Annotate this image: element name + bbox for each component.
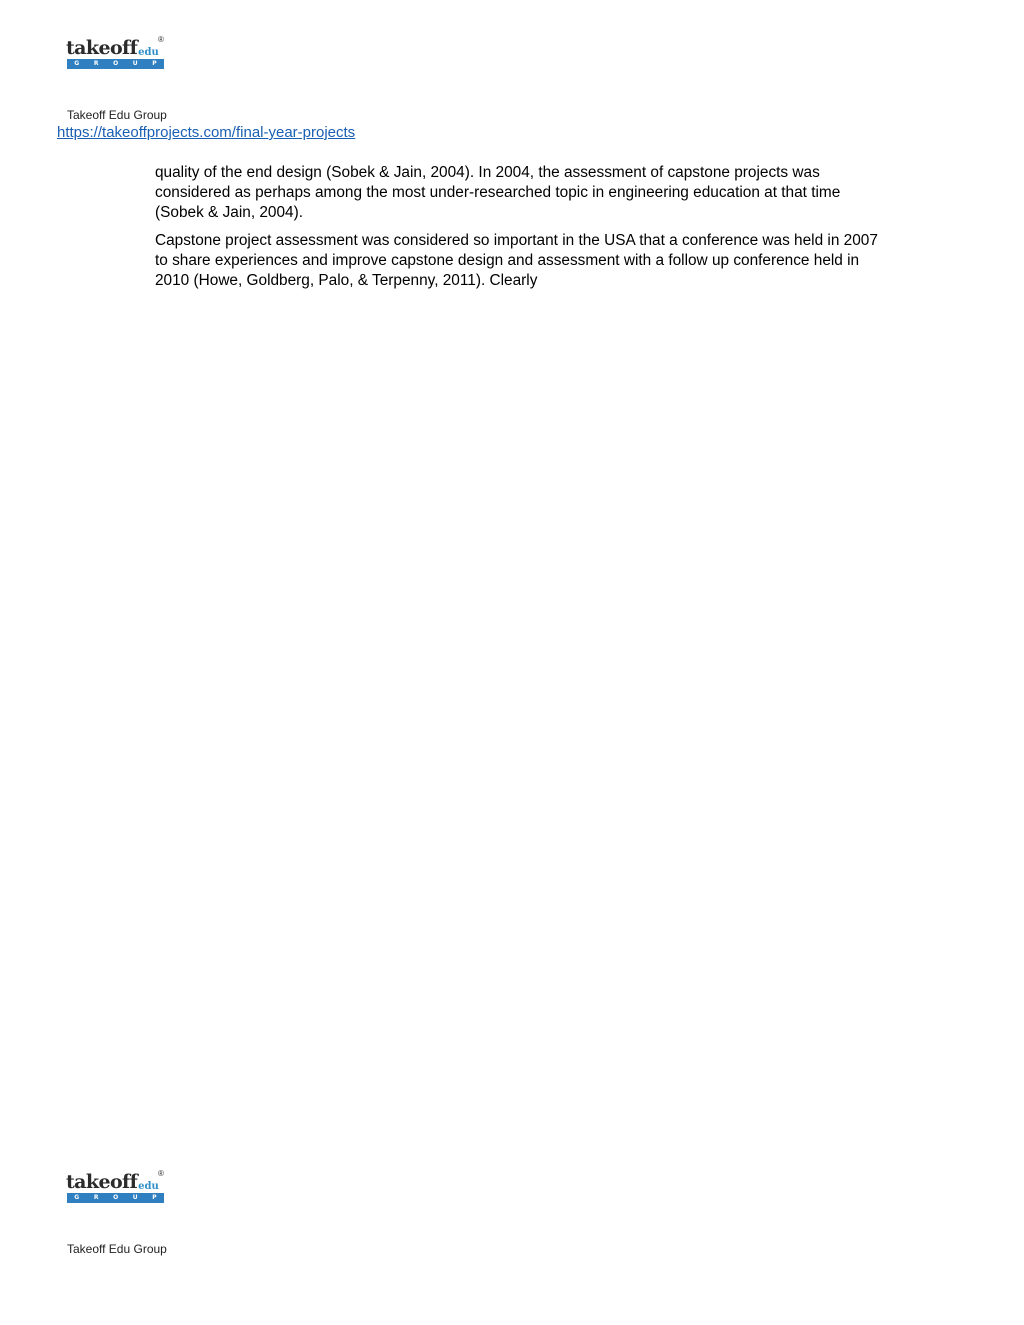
body-paragraph: quality of the end design (Sobek & Jain, 2004). In 2004, the assessment of capstone projects was considered as perhaps among the most under-researched topic in engineering education at that time (Sobek & Jain, 2004). — [155, 164, 841, 221]
logo-band-letter: G — [74, 1194, 80, 1201]
header-org-name: Takeoff Edu Group — [67, 108, 167, 122]
logo-band-letter: U — [132, 1194, 138, 1201]
logo-band-letter: R — [93, 60, 99, 67]
logo-band-letter: P — [152, 1194, 157, 1201]
logo-band-letter: U — [132, 60, 138, 67]
logo-band-letter: O — [113, 1194, 119, 1201]
logo-edu-suffix: edu — [138, 1181, 159, 1192]
logo-wordmark: takeoff — [66, 1171, 138, 1193]
logo-group-band — [67, 1193, 164, 1203]
logo-band-letter: P — [152, 60, 157, 67]
footer-org-name: Takeoff Edu Group — [67, 1242, 167, 1256]
logo-band-letter: O — [113, 60, 119, 67]
registered-mark: ® — [158, 35, 164, 44]
footer-logo — [66, 1169, 166, 1204]
logo-wordmark: takeoff — [66, 37, 138, 59]
registered-mark: ® — [158, 1169, 164, 1178]
source-link[interactable]: https://takeoffprojects.com/final-year-projects — [57, 124, 356, 141]
logo-band-letter: R — [93, 1194, 99, 1201]
logo-edu-suffix: edu — [138, 47, 159, 58]
body-paragraph: Capstone project assessment was considered so important in the USA that a conference was held in 2007 to share experiences and improve capstone design and assessment with a follow up conference held in 2010 (Howe, Goldberg, Palo, & Terpenny, 2011). Clearly — [155, 232, 878, 289]
logo-band-letter: G — [74, 60, 80, 67]
header-logo — [66, 35, 166, 70]
logo-group-band — [67, 59, 164, 69]
document-body — [155, 163, 880, 299]
